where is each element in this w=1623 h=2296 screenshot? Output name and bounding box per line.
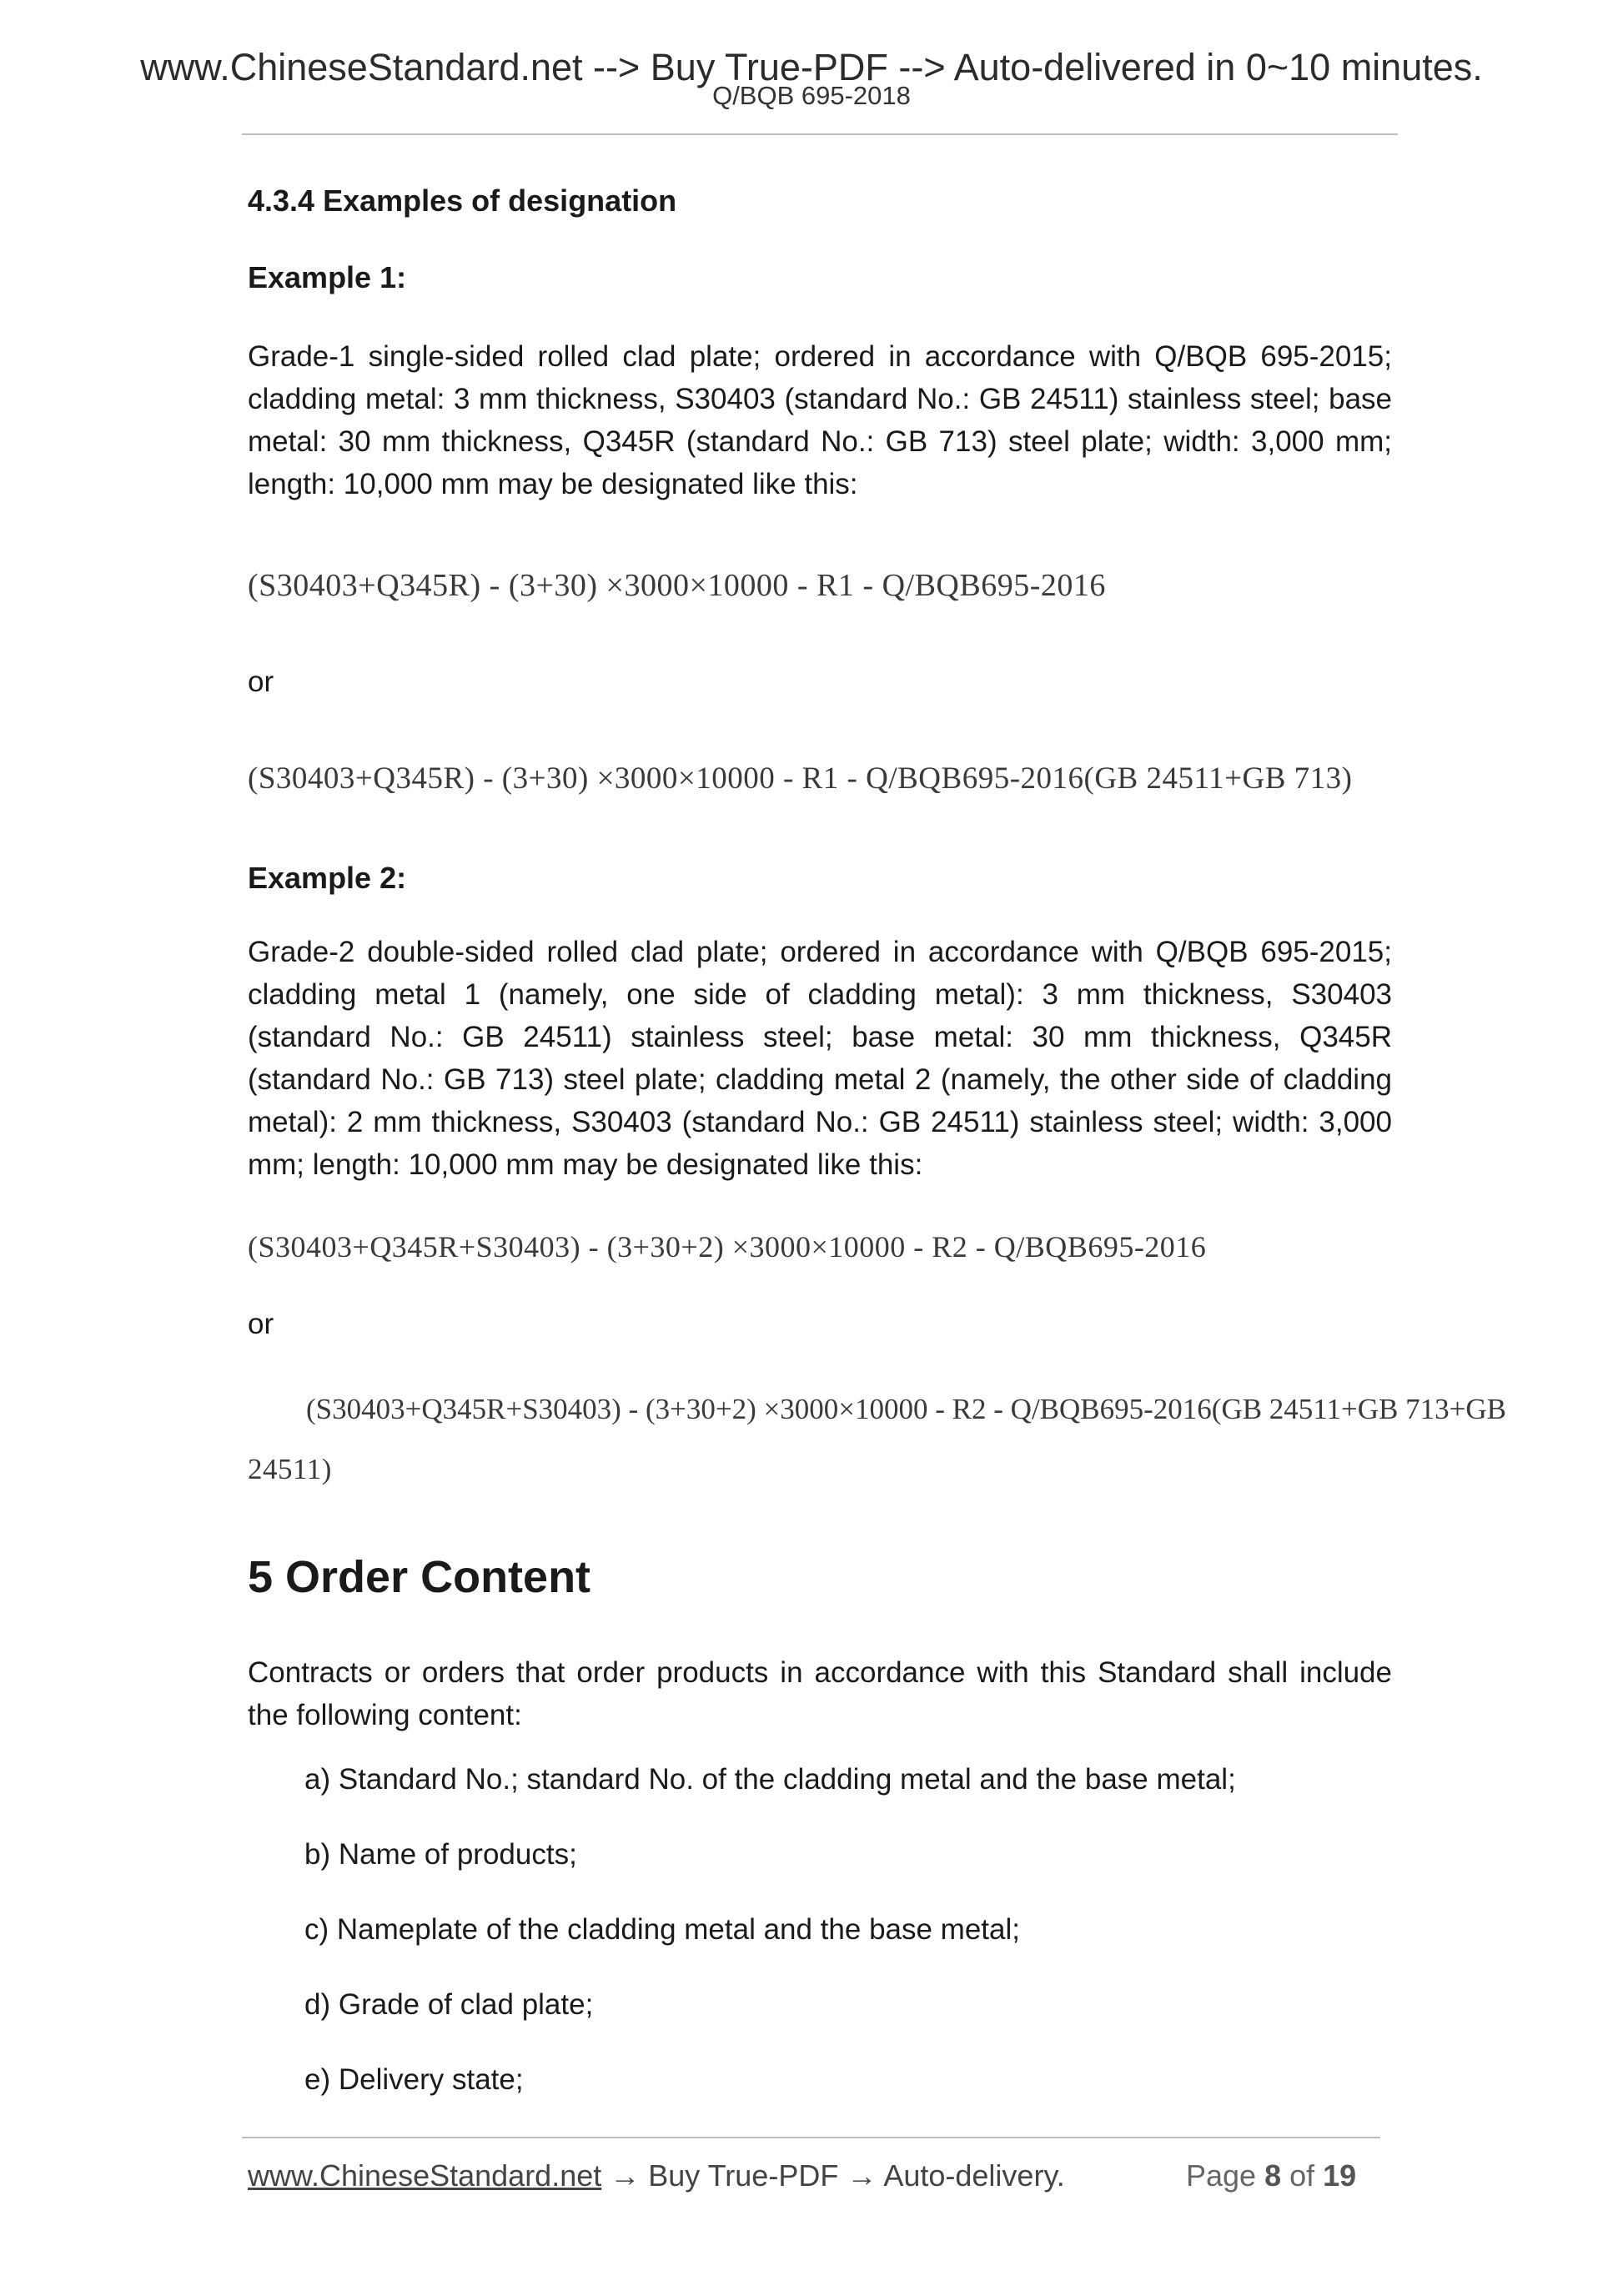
page-label: Page — [1186, 2158, 1265, 2193]
example-2-label: Example 2: — [248, 861, 407, 895]
page-indicator — [1186, 2158, 1356, 2193]
example-2-formula-b-line2: 24511) — [248, 1453, 332, 1485]
list-item: c) Nameplate of the cladding metal and the base metal; — [304, 1913, 1020, 1946]
page-total: 19 — [1323, 2158, 1357, 2193]
example-2-text: Grade-2 double-sided rolled clad plate; ordered in accordance with Q/BQB 695-2015; cladding metal 1 (namely, one side of cladding metal): 3 mm thickness, S30403 (standard No.: GB 24511) stainless steel; base metal: 30 mm thickness, Q345R (standard No.: GB 713) steel plate; cladding metal 2 (namely, the other side of cladding metal): 2 mm thickness, S30403 (standard No.: GB 24511) stainless steel; width: 3,000 mm; length: 10,000 mm may be designated like this: — [248, 936, 1392, 1181]
example-1-text: Grade-1 single-sided rolled clad plate; ordered in accordance with Q/BQB 695-2015; cladding metal: 3 mm thickness, S30403 (standard No.: GB 24511) stainless steel; base metal: 30 mm thickness, Q345R (standard No.: GB 713) steel plate; width: 3,000 mm; length: 10,000 mm may be designated like this: — [248, 340, 1392, 500]
example-1-formula-b: (S30403+Q345R) - (3+30) ×3000×10000 - R1 - Q/BQB695-2016(GB 24511+GB 713) — [248, 761, 1353, 796]
list-item: e) Delivery state; — [304, 2063, 524, 2096]
footer-buy-text: → Buy True-PDF — [601, 2158, 847, 2193]
example-2-formula-a: (S30403+Q345R+S30403) - (3+30+2) ×3000×10000 - R2 - Q/BQB695-2016 — [248, 1230, 1207, 1264]
page-number: 8 — [1264, 2158, 1282, 2193]
example-2-or: or — [248, 1308, 274, 1340]
example-2-formula-b-line1: (S30403+Q345R+S30403) - (3+30+2) ×3000×10000 - R2 - Q/BQB695-2016(GB 24511+GB 713+GB — [306, 1393, 1506, 1425]
section-4-3-4-title: 4.3.4 Examples of designation — [248, 183, 677, 218]
list-item: b) Name of products; — [304, 1838, 577, 1871]
example-1-formula-a: (S30403+Q345R) - (3+30) ×3000×10000 - R1 - Q/BQB695-2016 — [248, 568, 1106, 603]
footer-site-link[interactable]: www.ChineseStandard.net — [248, 2158, 602, 2193]
section-5-intro: Contracts or orders that order products in accordance with this Standard shall include the following content: — [248, 1656, 1392, 1731]
document-code: Q/BQB 695-2018 — [712, 81, 911, 110]
list-item: a) Standard No.; standard No. of the cladding metal and the base metal; — [304, 1763, 1236, 1796]
example-1-label: Example 1: — [248, 260, 407, 294]
site-banner: www.ChineseStandard.net --> Buy True-PDF --> Auto-delivered in 0~10 minutes. — [140, 46, 1483, 88]
footer-delivery-text: → Auto-delivery. — [847, 2158, 1065, 2193]
example-1-or: or — [248, 666, 274, 698]
footer-promo — [248, 2158, 1065, 2193]
header-divider — [242, 133, 1398, 135]
list-item: d) Grade of clad plate; — [304, 1988, 594, 2021]
page-of-label: of — [1281, 2158, 1324, 2193]
footer-divider — [242, 2137, 1380, 2138]
section-5-title: 5 Order Content — [248, 1552, 591, 1602]
